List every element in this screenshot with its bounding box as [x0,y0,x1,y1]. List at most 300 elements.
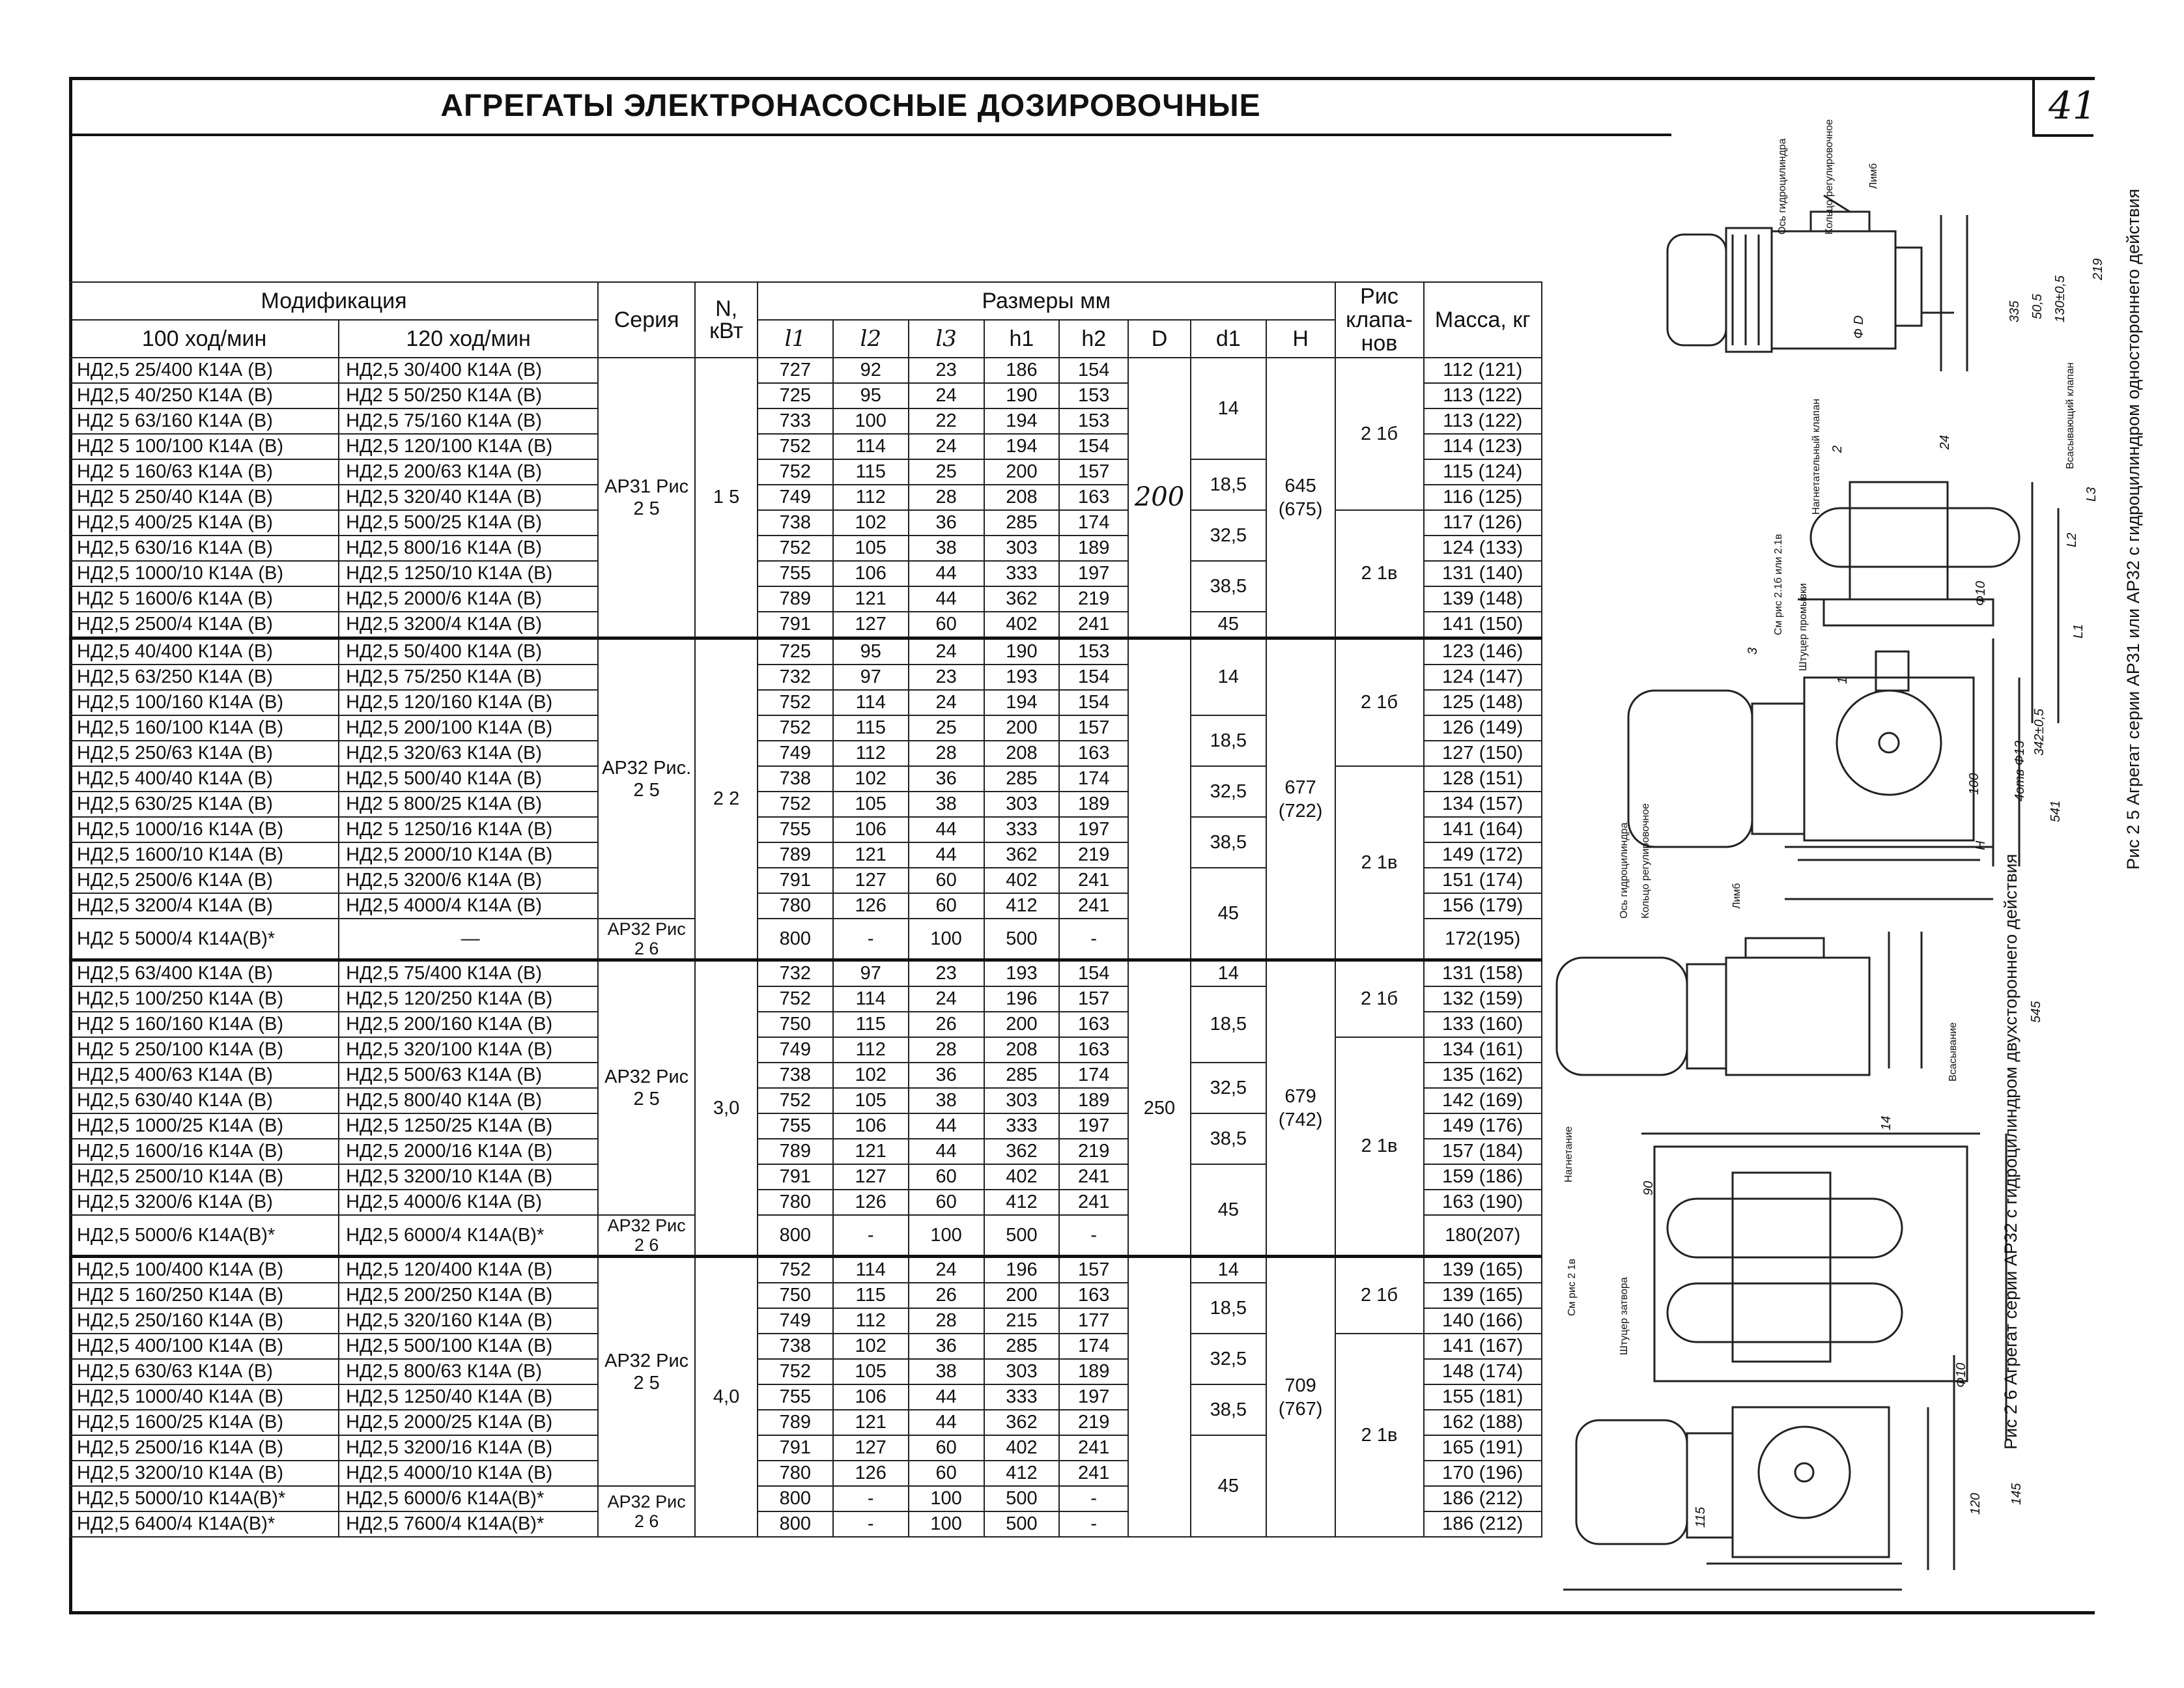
dim-l3: 28 [909,1037,984,1063]
dimension-label: 145 [2009,1483,2024,1505]
header-l2: l2 [833,320,909,358]
dim-l2: 121 [833,1139,909,1164]
header-h1: h1 [984,320,1060,358]
drawing-label: Ось гидроцилиндра [1619,822,1630,919]
dim-l3: 60 [909,868,984,893]
dim-l2: 106 [833,1113,909,1139]
dim-l2: 126 [833,1461,909,1486]
dim-h1: 303 [984,536,1060,561]
model-120: НД2,5 1250/40 К14А (В) [339,1384,598,1410]
dim-h1: 215 [984,1308,1060,1334]
dim-h2: 219 [1059,586,1128,612]
dimension-label: 4отв Ф13 [2013,740,2027,801]
dim-l3: 23 [909,665,984,690]
dim-l3: 23 [909,960,984,987]
dim-h1: 285 [984,1063,1060,1088]
mass-cell: 131 (158) [1424,960,1542,987]
dim-l1: 752 [758,1257,833,1283]
model-100: НД2 5 250/40 К14А (В) [70,485,339,510]
dim-h2: 241 [1059,1435,1128,1461]
fig25-top-view [1667,195,1967,371]
dim-d1: 14 [1191,1257,1266,1283]
valve-fig: 2 1б [1335,960,1424,1038]
dim-h1: 193 [984,960,1060,987]
dim-l3: 26 [909,1283,984,1308]
dim-h2: 157 [1059,986,1128,1012]
mass-cell: 162 (188) [1424,1410,1542,1435]
model-120: НД2 5 800/25 К14А (В) [339,792,598,817]
series-cell: АР32 Рис 2 5 [598,1257,695,1487]
dim-h2: 241 [1059,868,1128,893]
dim-d1: 32,5 [1191,1334,1266,1384]
dim-h1: 362 [984,1410,1060,1435]
dim-d1: 32,5 [1191,1063,1266,1113]
dim-l3: 24 [909,986,984,1012]
dimension-label: Ф10 [1954,1362,1968,1388]
dim-l2: 127 [833,1164,909,1190]
diameter-D [1128,638,1191,960]
model-120: НД2,5 7600/4 К14А(В)* [339,1511,598,1537]
dim-l2: 106 [833,1384,909,1410]
dim-h2: 174 [1059,1334,1128,1359]
dimension-label: 219 [2091,258,2105,280]
dim-l3: 100 [909,1215,984,1257]
dim-l1: 752 [758,1088,833,1113]
model-100: НД2,5 25/400 К14А (В) [70,358,339,383]
dimension-label: 120 [1968,1493,1983,1515]
dim-h1: 285 [984,510,1060,536]
power-cell: 4,0 [695,1257,758,1538]
dim-l3: 60 [909,1461,984,1486]
dim-h2: 197 [1059,561,1128,586]
dim-h2: 154 [1059,665,1128,690]
model-100: НД2,5 40/400 К14А (В) [70,638,339,665]
drawing-label: Штуцер промывки [1798,583,1809,671]
mass-cell: 113 (122) [1424,383,1542,408]
dim-h2: 174 [1059,1063,1128,1088]
dim-l1: 738 [758,510,833,536]
dim-l2: 126 [833,893,909,919]
height-H: 709 (767) [1266,1257,1335,1538]
fig26-cylinders-view [1641,1134,2006,1440]
dim-l1: 752 [758,459,833,485]
dim-l2: 97 [833,665,909,690]
dim-h1: 194 [984,690,1060,715]
dim-h2: 189 [1059,792,1128,817]
dim-l3: 44 [909,586,984,612]
dim-l2: - [833,1215,909,1257]
dim-h2: 241 [1059,1461,1128,1486]
model-120: НД2 5 50/250 К14А (В) [339,383,598,408]
dim-h2: 197 [1059,1113,1128,1139]
model-100: НД2 5 250/100 К14А (В) [70,1037,339,1063]
dim-d1: 32,5 [1191,510,1266,561]
model-100: НД2,5 1600/25 К14А (В) [70,1410,339,1435]
height-H: 677 (722) [1266,638,1335,960]
dimension-label: 2 [1830,445,1845,453]
dimension-label: 342±0,5 [2032,708,2047,756]
dim-h1: 500 [984,1486,1060,1511]
dimension-label: 335 [2007,300,2022,322]
dim-h1: 500 [984,1215,1060,1257]
model-120: НД2,5 3200/16 К14А (В) [339,1435,598,1461]
dim-l3: 100 [909,1486,984,1511]
model-100: НД2 5 160/160 К14А (В) [70,1012,339,1037]
model-120: НД2,5 4000/10 К14А (В) [339,1461,598,1486]
model-120: НД2,5 75/250 К14А (В) [339,665,598,690]
dim-h1: 362 [984,842,1060,868]
drawing-label: Всасывание [1948,1022,1959,1081]
table-row [70,358,1542,383]
dim-l2: 106 [833,817,909,842]
dim-l2: 95 [833,383,909,408]
dim-l3: 44 [909,1384,984,1410]
dim-d1: 14 [1191,960,1266,987]
dim-l3: 38 [909,1088,984,1113]
valve-fig: 2 1б [1335,358,1424,510]
model-100: НД2,5 2500/10 К14А (В) [70,1164,339,1190]
dim-h2: 197 [1059,1384,1128,1410]
model-100: НД2,5 250/63 К14А (В) [70,741,339,766]
dim-h2: 163 [1059,1283,1128,1308]
mass-cell: 115 (124) [1424,459,1542,485]
model-120: НД2,5 200/250 К14А (В) [339,1283,598,1308]
model-100: НД2,5 100/250 К14А (В) [70,986,339,1012]
diameter-D [1128,1257,1191,1538]
model-120: НД2,5 2000/6 К14А (В) [339,586,598,612]
mass-cell: 139 (165) [1424,1283,1542,1308]
page-number: 41 [2049,83,2097,128]
diameter-D: 200 [1128,358,1191,638]
model-100: НД2,5 2500/16 К14А (В) [70,1435,339,1461]
dim-d1: 14 [1191,358,1266,459]
dimension-label: L1 [2071,623,2086,638]
dim-l1: 791 [758,868,833,893]
dim-l3: 44 [909,1139,984,1164]
drawing-label: Нагнетательный клапан [1811,399,1822,515]
dim-l2: 100 [833,408,909,434]
mass-cell: 180(207) [1424,1215,1542,1257]
drawing-label: См рис 2 1в [1567,1258,1578,1316]
dim-l2: 115 [833,1283,909,1308]
model-120: НД2,5 1250/25 К14А (В) [339,1113,598,1139]
dim-h2: 153 [1059,638,1128,665]
model-100: НД2,5 40/250 К14А (В) [70,383,339,408]
height-H: 679 (742) [1266,960,1335,1257]
dim-l1: 752 [758,434,833,459]
mass-cell: 117 (126) [1424,510,1542,536]
model-100: НД2,5 100/160 К14А (В) [70,690,339,715]
model-100: НД2,5 2500/4 К14А (В) [70,612,339,638]
model-120: НД2 5 1250/16 К14А (В) [339,817,598,842]
dim-l2: 102 [833,1334,909,1359]
model-100: НД2,5 5000/6 К14А(В)* [70,1215,339,1257]
table-row [70,638,1542,665]
dim-l1: 791 [758,612,833,638]
dim-h1: 186 [984,358,1060,383]
dim-h2: 163 [1059,485,1128,510]
dim-l2: 112 [833,1308,909,1334]
dimension-label: Ф D [1852,315,1866,339]
mass-cell: 128 (151) [1424,766,1542,792]
dim-h1: 500 [984,1511,1060,1537]
mass-cell: 149 (176) [1424,1113,1542,1139]
series-cell: АР32 Рис 2 6 [598,919,695,960]
model-120: НД2,5 120/250 К14А (В) [339,986,598,1012]
fig25-caption: Рис 2 5 Агрегат серии АР31 или АР32 с гидроцилиндром одностороннего действия [2123,188,2143,870]
dim-h2: - [1059,1511,1128,1537]
dimension-label: 541 [2049,800,2063,822]
dim-d1: 45 [1191,1435,1266,1537]
dimension-label: 14 [1879,1115,1893,1130]
dim-h2: 241 [1059,1190,1128,1215]
dim-d1: 38,5 [1191,561,1266,612]
model-120: НД2,5 200/160 К14А (В) [339,1012,598,1037]
dim-h1: 208 [984,485,1060,510]
mass-cell: 127 (150) [1424,741,1542,766]
dim-h2: 241 [1059,893,1128,919]
drawing-label: Кольцо регулировочное [1824,119,1835,235]
model-100: НД2,5 3200/6 К14А (В) [70,1190,339,1215]
model-120: НД2,5 800/16 К14А (В) [339,536,598,561]
dim-h1: 194 [984,408,1060,434]
dim-l3: 24 [909,638,984,665]
dimension-label: 1 [1836,676,1850,684]
drawing-label: Всасывающий клапан [2065,362,2076,469]
dim-l3: 36 [909,510,984,536]
dim-d1: 18,5 [1191,459,1266,510]
dim-l3: 24 [909,434,984,459]
dim-h1: 285 [984,766,1060,792]
mass-cell: 149 (172) [1424,842,1542,868]
dim-l3: 36 [909,1063,984,1088]
mass-cell: 126 (149) [1424,715,1542,741]
mass-cell: 123 (146) [1424,638,1542,665]
model-100: НД2,5 1000/40 К14А (В) [70,1384,339,1410]
specifications-table [69,281,1542,1538]
dim-h2: 153 [1059,383,1128,408]
dim-h2: 219 [1059,1410,1128,1435]
model-100: НД2 5 100/100 К14А (В) [70,434,339,459]
model-100: НД2,5 630/16 К14А (В) [70,536,339,561]
drawing-label: Нагнетание [1563,1126,1574,1182]
dim-l1: 780 [758,893,833,919]
model-120: НД2,5 75/400 К14А (В) [339,960,598,987]
dim-l1: 725 [758,383,833,408]
dim-l1: 755 [758,561,833,586]
dim-l3: 36 [909,1334,984,1359]
series-cell: АР32 Рис. 2 5 [598,638,695,919]
power-cell: 2 2 [695,638,758,960]
dim-l2: 102 [833,510,909,536]
dim-d1: 14 [1191,638,1266,716]
dimension-label: Ф10 [1974,580,1988,606]
dim-h1: 196 [984,1257,1060,1283]
table-row [70,960,1542,987]
mass-cell: 141 (164) [1424,817,1542,842]
mass-cell: 125 (148) [1424,690,1542,715]
model-100: НД2,5 1600/16 К14А (В) [70,1139,339,1164]
series-cell: АР32 Рис 2 6 [598,1215,695,1257]
dim-d1: 38,5 [1191,1113,1266,1164]
dim-h1: 303 [984,1359,1060,1384]
model-120: НД2,5 500/40 К14А (В) [339,766,598,792]
model-120: НД2,5 800/40 К14А (В) [339,1088,598,1113]
model-120: НД2,5 30/400 К14А (В) [339,358,598,383]
dimension-label: 130±0,5 [2053,275,2067,322]
dim-h1: 200 [984,715,1060,741]
model-100: НД2,5 1000/16 К14А (В) [70,817,339,842]
dimension-label: 50,5 [2030,294,2045,319]
dim-d1: 38,5 [1191,817,1266,868]
model-100: НД2,5 3200/10 К14А (В) [70,1461,339,1486]
dim-h1: 285 [984,1334,1060,1359]
dim-h2: 197 [1059,817,1128,842]
model-100: НД2,5 400/25 К14А (В) [70,510,339,536]
dim-h1: 200 [984,459,1060,485]
dim-l1: 755 [758,1113,833,1139]
header-120-strokes: 120 ход/мин [339,320,598,358]
header-valve-fig: Рис клапа-нов [1335,282,1424,358]
series-cell: АР31 Рис 2 5 [598,358,695,638]
dim-l2: 115 [833,715,909,741]
dim-l3: 25 [909,715,984,741]
dim-h1: 196 [984,986,1060,1012]
dim-l3: 25 [909,459,984,485]
dim-l2: 127 [833,612,909,638]
dim-h1: 412 [984,1190,1060,1215]
dim-l2: 105 [833,792,909,817]
dim-l1: 789 [758,1410,833,1435]
series-cell: АР32 Рис 2 6 [598,1486,695,1537]
dim-l3: 28 [909,741,984,766]
dim-l1: 752 [758,792,833,817]
drawing-label: Лимб [1731,883,1742,909]
fig26-side-view [1563,1355,1954,1590]
mass-cell: 155 (181) [1424,1384,1542,1410]
mass-cell: 132 (159) [1424,986,1542,1012]
dim-h2: 241 [1059,612,1128,638]
dim-l2: 97 [833,960,909,987]
table-row [70,1257,1542,1283]
dim-h2: 157 [1059,715,1128,741]
model-100: НД2,5 630/63 К14А (В) [70,1359,339,1384]
drawing-label: Кольцо регулировочное [1640,803,1651,919]
dim-h1: 333 [984,561,1060,586]
dim-h2: 153 [1059,408,1128,434]
dim-l1: 789 [758,1139,833,1164]
dim-l2: 127 [833,1435,909,1461]
dim-l2: - [833,1486,909,1511]
header-D: D [1128,320,1191,358]
header-dimensions: Размеры мм [758,282,1335,320]
valve-fig: 2 1в [1335,1334,1424,1537]
model-100: НД2,5 100/400 К14А (В) [70,1257,339,1283]
model-120: НД2,5 320/40 К14А (В) [339,485,598,510]
mass-cell: 141 (150) [1424,612,1542,638]
dim-l1: 800 [758,1215,833,1257]
dim-l3: 22 [909,408,984,434]
dim-l2: 114 [833,434,909,459]
model-120: НД2,5 4000/4 К14А (В) [339,893,598,919]
title-underline [69,134,1671,136]
model-120: НД2,5 320/100 К14А (В) [339,1037,598,1063]
dim-l2: - [833,1511,909,1537]
dim-h2: - [1059,1215,1128,1257]
dim-l1: 733 [758,408,833,434]
mass-cell: 186 (212) [1424,1511,1542,1537]
dim-h1: 208 [984,1037,1060,1063]
model-100: НД2,5 630/25 К14А (В) [70,792,339,817]
mass-cell: 186 (212) [1424,1486,1542,1511]
dim-l3: 24 [909,690,984,715]
dim-l3: 23 [909,358,984,383]
dim-l1: 791 [758,1164,833,1190]
dim-h1: 200 [984,1283,1060,1308]
valve-fig: 2 1в [1335,766,1424,960]
mass-cell: 156 (179) [1424,893,1542,919]
mass-cell: 141 (167) [1424,1334,1542,1359]
dim-l3: 60 [909,1164,984,1190]
dim-l2: 115 [833,459,909,485]
model-120: НД2,5 120/160 К14А (В) [339,690,598,715]
model-120: НД2,5 200/63 К14А (В) [339,459,598,485]
mass-cell: 140 (166) [1424,1308,1542,1334]
dim-h1: 193 [984,665,1060,690]
dim-l3: 28 [909,1308,984,1334]
model-120: НД2,5 200/100 К14А (В) [339,715,598,741]
dim-h1: 333 [984,1384,1060,1410]
dim-h1: 208 [984,741,1060,766]
dim-h1: 402 [984,1164,1060,1190]
dim-l1: 738 [758,1063,833,1088]
mass-cell: 124 (147) [1424,665,1542,690]
dim-l3: 24 [909,1257,984,1283]
dim-l3: 38 [909,1359,984,1384]
fig25-side-view [1628,638,2019,899]
model-120: НД2,5 320/160 К14А (В) [339,1308,598,1334]
dim-l1: 752 [758,690,833,715]
model-120: НД2,5 6000/4 К14А(В)* [339,1215,598,1257]
dim-h2: 154 [1059,358,1128,383]
dim-l1: 752 [758,986,833,1012]
mass-cell: 172(195) [1424,919,1542,960]
dim-l1: 749 [758,1037,833,1063]
dim-l3: 100 [909,919,984,960]
dim-h2: 174 [1059,766,1128,792]
dim-l2: 105 [833,1359,909,1384]
dim-d1: 18,5 [1191,1283,1266,1334]
valve-fig: 2 1в [1335,510,1424,638]
mass-cell: 135 (162) [1424,1063,1542,1088]
dim-l1: 725 [758,638,833,665]
dim-l1: 732 [758,665,833,690]
model-120: НД2,5 2000/25 К14А (В) [339,1410,598,1435]
mass-cell: 159 (186) [1424,1164,1542,1190]
model-120: НД2,5 500/100 К14А (В) [339,1334,598,1359]
dim-l3: 60 [909,1190,984,1215]
model-100: НД2 5 63/160 К14А (В) [70,408,339,434]
mass-cell: 151 (174) [1424,868,1542,893]
model-100: НД2,5 2500/6 К14А (В) [70,868,339,893]
dim-l3: 26 [909,1012,984,1037]
dim-h1: 362 [984,586,1060,612]
dim-l1: 727 [758,358,833,383]
model-120: — [339,919,598,960]
mass-cell: 134 (157) [1424,792,1542,817]
dim-l3: 60 [909,612,984,638]
dim-h2: 154 [1059,690,1128,715]
